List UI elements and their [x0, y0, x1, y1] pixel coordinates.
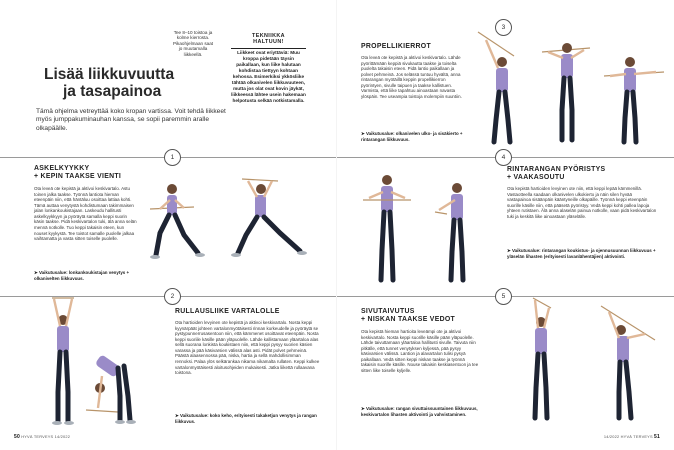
exercise-5-title: [361, 308, 511, 324]
exercise-3-body: Ota leveä ote kepistä ja aktivoi keskivartalo. Lähde pyörittämään keppiä sivukautta taakse ja toiselta puolelta takaisin eteen. Pidä lantio paikallaan ja polvet pehmeinä. Jos selässä tuntuu hyvältä, anna rintarangan myötäillä keppin propellikierron pyörintyen, sivulle taipuen ja taakse kallistuen. Varmista, että liike tapahtuu ainoastaan navasta ylöspäin. Tee useampia toistoja molempiin suuntiin.: [361, 55, 462, 100]
exercise-2-title: [175, 308, 325, 316]
page-title: [44, 66, 244, 100]
figure-propeller-3: [604, 57, 664, 142]
exercise-4-title-line1: RINTARANGAN PYÖRISTYS: [507, 166, 606, 173]
exercise-5-illustration: [509, 296, 667, 428]
exercise-1-effect: ➤ Vaikutusalue: lonkankoukistajan venytys + olkanivelten liikkuvuus.: [34, 270, 130, 281]
exercise-1-body: Ota leveä ote kepistä ja aktivoi keskivartalo. Astu toinen jalka taakse. Työnnä lantiota hieman eteenpäin niin, että häntäluu osoittaa lattiaa kohti. Tämä auttaa venytystä kohdistumaan takimmaisen jalan lonkankoukistajaan. Laskeudu hallitusti askelkyykkyyn ja pyöräytä samalla keppi suorin käsin taakse. Pidä keskivartalon tuki, älä anna selän mennä notkolle. Tuo keppi takaisin eteen, kun nouset kyykystä. Tee toistot samalle puolelle jalkaa vaihtamatta ja vasta sitten toiselle puolelle.: [34, 186, 137, 242]
exercise-number-badge: 2: [164, 288, 181, 305]
left-footer: [14, 434, 70, 440]
exercise-2-title-line1: RULLAUSLIIKE VARTALOLLE: [175, 308, 280, 315]
exercise-4-title-line2: + VAAKASOUTU: [507, 174, 565, 181]
page-title-line1: Lisää liikkuvuutta: [44, 66, 175, 83]
figure-lunge-2: [231, 179, 307, 257]
exercise-2-effect: ➤ Vaikutusalue: koko keho, erityisesti takaketjun venytys ja rangan liikkuvus.: [175, 413, 317, 424]
figure-side-bend-1: [533, 298, 551, 418]
exercise-1-illustration: [150, 175, 330, 285]
technique-title: [231, 33, 306, 46]
figure-row-2: [435, 183, 463, 280]
figure-row-1: [363, 175, 411, 280]
figure-lunge-1: [150, 184, 205, 259]
exercise-number-badge: 4: [495, 149, 512, 166]
exercise-5-effect: ➤ Vaikutusalue: rangan sivuttaissuuntainen liikkuvuus, keskivartalon lihasten aktivointi ja vahvistaminen.: [361, 406, 478, 417]
exercise-5-title-line1: SIVUTAIVUTUS: [361, 308, 415, 315]
exercise-3-title: [361, 43, 481, 51]
page-title-line2: ja tasapainoa: [63, 83, 162, 100]
figure-propeller-1: [478, 32, 514, 142]
exercise-4-illustration: [349, 160, 509, 290]
technique-body: Liikkeet ovat eriyttäviä: Muu kroppa pidetään täysin paikallaan, kun liike halutaan kohdistaa tiettyyn kohtaan kehossa. Esimerkiksi ykkösliike tähtää olkanivelen liikkuvuuteen, mutta jos olat ovat kovin jäykät, liikkeessä lähtee usein hakemaan helpotusta selkää notkistamalla.: [231, 50, 306, 103]
exercise-2-body: Ota hartioiden levyinen ote kepistä ja aktivoi keskivartalo. Nosta keppi kyynärpäät johteen vartalonmyötäisesti rinnan korkeudelle ja pyöräytä se pystypunnerrusasentoon niin, että kämmenet osoittavat eteenpäin. Nosta keppi suoriile käsille pään yläpuolelle. Lähde kallistamaan yläartaloa alas sellä suorana lonkista koukistaen niin, että keppi pysyy suorien käsien varassa ja pää käsivarsien välissä alas asti. Pidät polvet pehmeinä. Päästä alaasennossa pää, niska, hartia ja sellä mahdollisimman rennoksi. Palaa ylös selkärankaa nikama nikamalta rullaten. Keppi kulkee vartalonmyötäisesti aloitusohjeiden mukaisesti. Jatka liikettä rullaavana toistona.: [175, 320, 320, 376]
intro-text: Tämä ohjelma vetreyttää koko kropan vartissa. Voit tehdä liikkeet myös jumppakuminauhan kanssa, se sopii paremmin aralle olkapäälle.: [36, 108, 226, 132]
program-note: Tee 8–10 toistoa ja kolme kierrosta. Pikaohjelmaan saat jo muutamalla liikkeellä.: [172, 30, 214, 57]
figure-side-bend-2: [601, 306, 655, 418]
technique-title-line2: HALTUUN!: [253, 39, 284, 46]
exercise-number-badge: 5: [495, 288, 512, 305]
exercise-3-effect: ➤ Vaikutusalue: olkanivelen ulko- ja sisäkierto + rintarangan liikkuvuus.: [361, 131, 463, 142]
exercise-4-title: [507, 166, 667, 182]
exercise-1-title-line1: ASKELKYYKKY: [34, 165, 90, 172]
right-page-number: 51: [654, 434, 660, 440]
exercise-2-illustration: [34, 296, 144, 436]
exercise-number-badge: 3: [495, 19, 512, 36]
right-footer-label: 14/2022 HYVÄ TERVEYS: [603, 434, 653, 439]
exercise-4-effect: ➤ Vaikutusalue: rintarangan koukistus- ja ojennusuunnan liikkuvuus + yläselän lihasten (erityisesti lavanlähentäjien) aktivointi.: [507, 248, 656, 259]
left-footer-label: HYVÄ TERVEYS 14/2022: [21, 434, 71, 439]
technique-box: [231, 33, 306, 104]
right-footer: [604, 434, 660, 440]
right-page: [337, 0, 674, 450]
exercise-number-badge: 1: [164, 149, 181, 166]
exercise-4-body: Ota kepistä hartioiden levyinen ote niin, että keppi lepää kämmenillä. Vastaotteella saadaan olkanivelen ulkokierto ja näin silen hyvää vastapainoa sisäänpäin kääntyneille olkapäille. Työnnä keppi eteenpäin suorille käsille niin, että pääsetä pyöristyy. Vedä keppi kohti pallea lapoja yhteen rutistaen. Älä anna alaselän painua notkolle, vaan pidä keskivartalon tuki ja keskitä liike ainoastaan yläselälle.: [507, 186, 657, 219]
technique-title-line1: TEKNIIKKA: [252, 33, 285, 39]
exercise-1-title-line2: + KEPIN TAAKSE VIENTI: [34, 173, 122, 180]
technique-rule: [231, 48, 306, 49]
exercise-3-illustration: [472, 28, 667, 148]
left-page-number: 50: [14, 434, 20, 440]
exercise-3-title-line1: PROPELLIKIERROT: [361, 43, 431, 50]
exercise-5-body: Ota kepistä hieman hartioita leveämpi ote ja aktivoi keskivartalo. Nosta keppi suorille käsille pään yläpuolelle. Lähde taivuttamaan yläartaloa hallitusti sivulle. Taivuta niin pitkälle, että tunnet venytyksen kyljessä, pää pysyy käsivarsien välissä. Lantion ja alavartalon tulisi pysyä paikallaan. Vedä sitten keppi niskan taakse ja työnnä takaisin suorille käsille. Nouse takaisin keskiasentoon ja tee sitten liike toiselle kyljelle.: [361, 329, 479, 374]
figure-propeller-2: [542, 43, 590, 140]
exercise-5-title-line2: + NISKAN TAAKSE VEDOT: [361, 316, 456, 323]
figure-roll-bent: [86, 354, 136, 424]
figure-roll-standing: [52, 298, 74, 425]
